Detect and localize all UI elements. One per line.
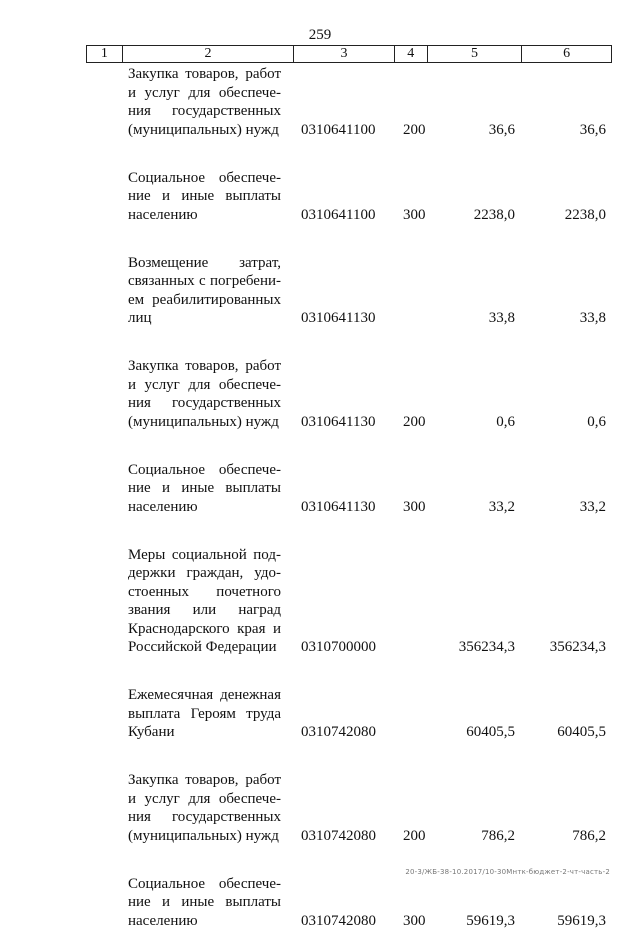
row-expense-kind: 200 (403, 121, 426, 140)
row-expense-kind: 200 (403, 413, 426, 432)
description-line: и услуг для обеспече- (128, 84, 281, 103)
row-value-col6: 33,8 (580, 309, 606, 328)
row-value-col6: 59619,3 (557, 912, 606, 930)
row-value-col5: 0,6 (496, 413, 515, 432)
row-value-col6: 60405,5 (557, 723, 606, 742)
row-value-col6: 0,6 (587, 413, 606, 432)
description-line: ния государственных (128, 102, 281, 121)
row-value-col6: 2238,0 (565, 206, 606, 225)
header-col-2: 2 (123, 46, 294, 62)
description-line: населению (128, 498, 281, 517)
description-line: ния государственных (128, 394, 281, 413)
header-col-3: 3 (294, 46, 395, 62)
row-value-col6: 786,2 (572, 827, 606, 846)
row-value-col5: 36,6 (489, 121, 515, 140)
row-value-col6: 33,2 (580, 498, 606, 517)
description-line: звания или наград (128, 601, 281, 620)
description-line: Закупка товаров, работ (128, 65, 281, 84)
row-value-col5: 33,8 (489, 309, 515, 328)
description-line: ния государственных (128, 808, 281, 827)
row-code: 0310641100 (301, 121, 375, 140)
row-expense-kind: 300 (403, 498, 426, 517)
description-line: ние и иные выплаты (128, 187, 281, 206)
row-description (128, 686, 281, 742)
row-expense-kind: 300 (403, 206, 426, 225)
row-code: 0310700000 (301, 638, 376, 657)
description-line: держки граждан, удо- (128, 564, 281, 583)
row-value-col6: 356234,3 (550, 638, 606, 657)
page-number: 259 (0, 26, 640, 44)
description-line: населению (128, 206, 281, 225)
row-value-col5: 60405,5 (466, 723, 515, 742)
description-line: Возмещение затрат, (128, 254, 281, 273)
header-col-4: 4 (395, 46, 428, 62)
description-line: ние и иные выплаты (128, 893, 281, 912)
description-line: лиц (128, 309, 281, 328)
row-value-col5: 59619,3 (466, 912, 515, 930)
table-row (0, 169, 640, 225)
row-description (128, 254, 281, 328)
description-line: Социальное обеспече- (128, 875, 281, 894)
row-description (128, 65, 281, 139)
table-row (0, 875, 640, 930)
table-row (0, 686, 640, 742)
row-value-col5: 33,2 (489, 498, 515, 517)
row-description (128, 169, 281, 225)
table-row (0, 546, 640, 657)
description-line: Меры социальной под- (128, 546, 281, 565)
description-line: Закупка товаров, работ (128, 357, 281, 376)
row-description (128, 357, 281, 431)
description-line: (муниципальных) нужд (128, 827, 281, 846)
description-line: и услуг для обеспече- (128, 790, 281, 809)
description-line: стоенных почетного (128, 583, 281, 602)
row-value-col6: 36,6 (580, 121, 606, 140)
table-row (0, 771, 640, 845)
row-value-col5: 2238,0 (474, 206, 515, 225)
row-expense-kind: 300 (403, 912, 426, 930)
row-value-col5: 356234,3 (459, 638, 515, 657)
row-description (128, 875, 281, 930)
description-line: Социальное обеспече- (128, 169, 281, 188)
description-line: Социальное обеспече- (128, 461, 281, 480)
table-row (0, 461, 640, 517)
row-code: 0310742080 (301, 912, 376, 930)
description-line: связанных с погребени- (128, 272, 281, 291)
description-line: Закупка товаров, работ (128, 771, 281, 790)
row-code: 0310641130 (301, 413, 375, 432)
table-row (0, 357, 640, 431)
description-line: Российской Федерации (128, 638, 281, 657)
description-line: Кубани (128, 723, 281, 742)
row-code: 0310742080 (301, 723, 376, 742)
description-line: (муниципальных) нужд (128, 121, 281, 140)
row-code: 0310641130 (301, 498, 375, 517)
row-description (128, 461, 281, 517)
row-code: 0310742080 (301, 827, 376, 846)
description-line: ем реабилитированных (128, 291, 281, 310)
header-col-6: 6 (522, 46, 611, 62)
header-col-5: 5 (428, 46, 523, 62)
description-line: ние и иные выплаты (128, 479, 281, 498)
description-line: Краснодарского края и (128, 620, 281, 639)
row-expense-kind: 200 (403, 827, 426, 846)
row-code: 0310641130 (301, 309, 375, 328)
description-line: выплата Героям труда (128, 705, 281, 724)
footer-filename: 20-3/ЖБ-38-10.2017/10-30Мнтк-бюджет-2-чт-часть-2 (405, 868, 610, 876)
row-code: 0310641100 (301, 206, 375, 225)
header-col-1: 1 (87, 46, 123, 62)
description-line: и услуг для обеспече- (128, 376, 281, 395)
row-value-col5: 786,2 (481, 827, 515, 846)
description-line: населению (128, 912, 281, 930)
table-header (86, 45, 612, 63)
table-row (0, 254, 640, 328)
table-row (0, 65, 640, 139)
row-description (128, 771, 281, 845)
description-line: (муниципальных) нужд (128, 413, 281, 432)
description-line: Ежемесячная денежная (128, 686, 281, 705)
row-description (128, 546, 281, 657)
